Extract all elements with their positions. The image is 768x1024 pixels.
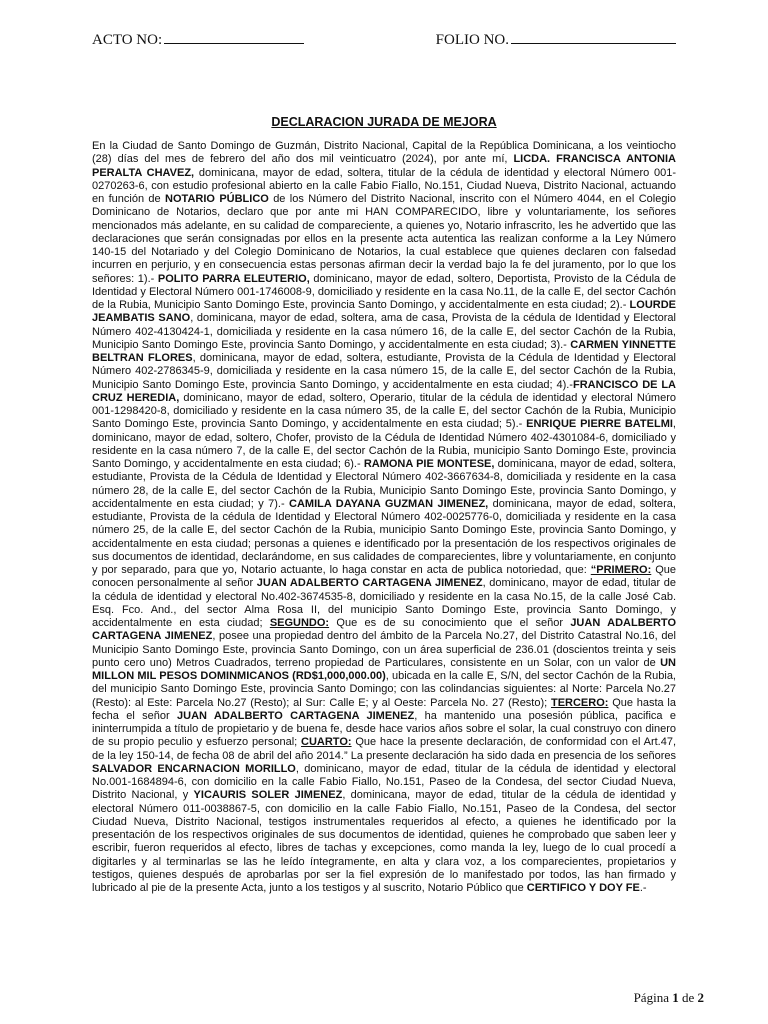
declarant-name: RAMONA PIE MONTESE,	[363, 458, 495, 470]
document-body	[92, 140, 676, 895]
body-text: , dominicano, mayor de edad, soltero, Chofer, provisto de la Cédula de Identidad Número 402-4301084-6, domiciliado y residente en la casa número 7, de la calle E, del sector Cachón de la Rubia, municipio Santo Domingo Este, provincia Santo Domingo, y accidentalmente en esta ciudad; 6).-	[92, 418, 676, 470]
property-value: UN MILLON MIL PESOS DOMINMICANOS (RD$1,000,000.00)	[92, 656, 676, 682]
folio-blank-line	[511, 30, 676, 44]
body-text: dominicano, mayor de edad, soltero, Deportista, Provisto de la Cédula de Identidad y Electoral Número 001-1746008-9, domiciliado y residente en la casa No.11, de la calle E, del sector Cachón de la Rubia, Municipio Santo Domingo Este, provincia Santo Domingo, y accidentalmente en esta ciudad; 2).-	[92, 272, 676, 311]
page-total: 2	[697, 990, 704, 1005]
section-primero-label: “PRIMERO:	[590, 564, 652, 576]
page-word: Página	[633, 990, 669, 1005]
body-text: Que es de su conocimiento que el señor	[329, 617, 571, 629]
body-text: dominicano, mayor de edad, soltero, Operario, titular de la cédula de identidad y electoral Número 001-1298420-8, domiciliado y residente en la casa número 35, de la calle E, del sector Cachón de la Rubia, Municipio Santo Domingo Este, provincia Santo Domingo, y accidentalmente en esta ciudad; 5).-	[92, 391, 676, 431]
body-text: , dominicano, mayor de edad, titular de la cédula de identidad y electoral No.001-1684894-6, con domicilio en la calle Fabio Fiallo, No.151, Paseo de la Condesa, del sector Ciudad Nueva, Distrito Nacional, y	[92, 762, 676, 802]
page-of: de	[681, 990, 695, 1005]
owner-name: JUAN ADALBERTO CARTAGENA JIMENEZ	[177, 709, 415, 722]
body-text: dominicana, mayor de edad, soltera, titular de la cédula de identidad y electoral Número 001-0270263-6, con estudio profesional abierto en la calle Fabio Fiallo, No.151, Ciudad Nueva, Distrito Nacional, actuando en función de	[92, 166, 676, 205]
body-text: , posee una propiedad dentro del ámbito de la Parcela No.27, del Distrito Catastral No.16, del Municipio Santo Domingo Este, provincia Santo Domingo, con un área superficial de 236.01 (doscientos treinta y seis punto cero uno) Metros Cuadrados, terreno propiedad de Particulares, consistente en un Solar, con un valor de	[92, 630, 676, 669]
body-text: , ubicada en la calle E, S/N, del sector Cachón de la Rubia, del municipio Santo Domingo Este, provincia Santo Domingo; con las colindancias siguientes: al Norte: Parcela No.27 (Resto): al Este: Parcela No.27 (Resto); al Sur: Calle E; y al Oeste: Parcela No. 27 (Resto);	[92, 670, 676, 709]
witness-name: SALVADOR ENCARNACION MORILLO	[92, 762, 296, 775]
body-text: , ha mantenido una posesión pública, pacifica e ininterrumpida a título de propietario y de buena fe, desde hace varios años sobre el solar, la cual construyo con dinero de su propio peculio y esfuerzo personal;	[92, 709, 676, 749]
folio-field	[436, 30, 676, 49]
acto-blank-line	[164, 30, 304, 44]
folio-label: FOLIO NO.	[435, 32, 509, 48]
body-text: , dominicano, mayor de edad, titular de la cédula de identidad y electoral No.402-3674535-8, domiciliado y residente en la casa No.15, de la calle José Cab. Esq. Fco. And., del sector Alma Rosa II, del municipio Santo Domingo Este, provincia Santo Domingo, y accidentalmente en esta ciudad;	[92, 577, 676, 629]
body-text: Que hasta la fecha el señor	[92, 696, 676, 722]
witness-name: YICAURIS SOLER JIMENEZ	[193, 789, 343, 802]
section-cuarto-label: CUARTO:	[301, 736, 352, 749]
body-text: En la Ciudad de Santo Domingo de Guzmán, Distrito Nacional, Capital de la República Dominicana, a los veintiocho (28) días del mes de febrero del año dos mil veinticuatro (2024), por ante mí,	[92, 140, 676, 166]
section-segundo-label: SEGUNDO:	[269, 617, 330, 629]
page-current: 1	[672, 990, 679, 1005]
section-tercero-label: TERCERO:	[550, 696, 609, 709]
page-number	[634, 990, 704, 1006]
body-text: dominicana, mayor de edad, soltera, estudiante, Provista de la Cédula de Identidad y Electoral Número 402-3667634-8, domiciliada y residente en la casa número 28, de la calle E, del sector Cachón de la Rubia, Municipio Santo Domingo Este, provincia Santo Domingo, y accidentalmente en esta ciudad; y 7).-	[92, 458, 676, 510]
declarant-name: FRANCISCO DE LA CRUZ HEREDIA,	[92, 378, 677, 404]
body-text: , dominicana, mayor de edad, soltera, estudiante, Provista de la Cédula de Identidad y Electoral Número 402-2786345-9, domiciliada y residente en la casa número 15, de la calle E, del sector Cachón de la Rubia, Municipio Santo Domingo Este, provincia Santo Domingo, y accidentalmente en esta ciudad; 4).-	[92, 352, 676, 391]
declarant-name: CAMILA DAYANA GUZMAN JIMENEZ,	[289, 497, 489, 510]
body-text: de los Número del Distrito Nacional, inscrito con el Número 4044, en el Colegio Dominicano de Notarios, declaro que por ante mi HAN COMPARECIDO, libre y voluntariamente, los señores mencionados más adelante, en su calidad de compareciente, a quienes yo, Notario infrascrito, les he advertido que las declaraciones que serán consignadas por ellos en la presente acta autentica las realizan conforme a la Ley Número 140-15 del Notariado y del Colegio Dominicano de Notarios, la cual establece que quienes declaren con falsedad incurren en perjurio, y en consecuencia estas personas afirman decir la verdad bajo la fe del juramento, por lo que los señores: 1).-	[92, 193, 676, 285]
body-text: , dominicana, mayor de edad, titular de la cédula de identidad y electoral Número 011-0038867-5, con domicilio en la calle Fabio Fiallo, No.151, Paseo de la Condesa, del sector Ciudad Nueva, Distrito Nacional, testigos instrumentales requeridos al efecto, a quienes he identificado por la presentación de los respectivos originales de sus documentos de identidad, quienes he comprobado que saben leer y escribir, fueron requeridos al efecto, libres de tachas y excepciones, como manda la ley, luego de lo cual procedí a digitarles y al terminarlas se las he leído íntegramente, en alta y clara voz, a los comparecientes, propietarios y testigos, quienes después de aprobarlas por ser la fiel expresión de lo manifestado por todos, las han firmado y lubricado al pie de la presente Acta, junto a los testigos y al suscrito, Notario Público que	[92, 789, 676, 894]
declarant-name: ENRIQUE PIERRE BATELMI	[526, 418, 673, 431]
declarant-name: LOURDE JEAMBATIS SANO	[92, 299, 676, 325]
body-text: , dominicana, mayor de edad, soltera, ama de casa, Provista de la cédula de Identidad y Electoral Número 402-4130424-1, domiciliada y residente en la casa número 16, de la calle E, del sector Cachón de la Rubia, Municipio Santo Domingo Este, provincia Santo Domingo, y accidentalmente en esta ciudad; 3).-	[92, 312, 676, 351]
owner-name: JUAN ADALBERTO CARTAGENA JIMENEZ	[92, 617, 677, 643]
certification-phrase: CERTIFICO Y DOY FE	[526, 882, 640, 894]
body-text: Que conocen personalmente al señor	[92, 564, 676, 590]
owner-name: JUAN ADALBERTO CARTAGENA JIMENEZ	[256, 577, 483, 590]
notary-name: LICDA. FRANCISCA ANTONIA PERALTA CHAVEZ,	[92, 153, 676, 179]
notary-title: NOTARIO PÚBLICO	[165, 193, 269, 205]
acto-field	[92, 30, 304, 49]
document-title: DECLARACION JURADA DE MEJORA	[271, 115, 497, 129]
body-text: dominicana, mayor de edad, soltera, estudiante, Provista de la cédula de Identidad y Electoral Número 402-0025776-0, domiciliada y residente en la casa número 25, de la calle E, del sector Cachón de la Rubia, municipio Santo Domingo Este, provincia Santo Domingo, y accidentalmente en esta ciudad; personas a quienes e identificado por la presentación de los respectivos originales de sus documentos de identidad, declarándome, en sus calidades de comparecientes, libre y voluntariamente, en conjunto y por separado, para que yo, Notario actuante, lo haga constar en acta de publica notoriedad, que:	[92, 497, 676, 576]
declarant-name: CARMEN YINNETTE BELTRAN FLORES	[92, 338, 676, 364]
body-text: Que hace la presente declaración, de conformidad con el Art.47, de la ley 150-14, de fecha 08 de abril del año 2014.” La presente declaración ha sido dada en presencia de los señores	[92, 736, 677, 762]
document-header	[92, 30, 676, 49]
acto-label: ACTO NO:	[92, 32, 163, 48]
body-text: .-	[639, 882, 647, 894]
declarant-name: POLITO PARRA ELEUTERIO,	[157, 272, 310, 285]
